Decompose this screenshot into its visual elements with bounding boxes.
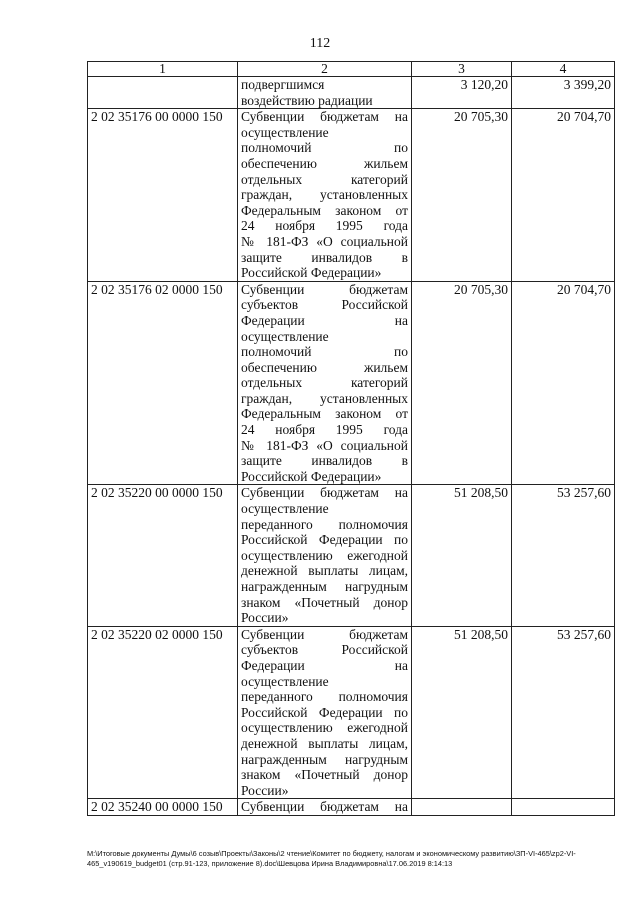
description-line: 24 ноября 1995 года	[241, 218, 408, 234]
description-line: № 181-ФЗ «О социальной	[241, 437, 408, 453]
description-cell	[238, 626, 412, 799]
table-header-row	[88, 62, 615, 77]
amount-column-3: 20 705,30	[412, 281, 512, 485]
description-line: Субвенции бюджетам на	[241, 799, 408, 815]
amount-column-4: 3 399,20	[512, 77, 615, 109]
table-row	[88, 626, 615, 799]
description-line: Российской Федерации по	[241, 532, 408, 548]
description-line: защите инвалидов в	[241, 249, 408, 265]
amount-column-4: 20 704,70	[512, 109, 615, 282]
description-line: награжденным нагрудным	[241, 751, 408, 767]
description-cell	[238, 109, 412, 282]
column-header: 3	[412, 62, 512, 77]
description-line: подвергшимся	[241, 77, 325, 92]
amount-column-4: 20 704,70	[512, 281, 615, 485]
footer-line: М:\Итоговые документы Думы\6 созыв\Проекты\Законы\2 чтение\Комитет по бюджету, налогам и экономическому развитию\ЗП-VI-465\zp2-VI-	[87, 849, 576, 858]
table-row	[88, 281, 615, 485]
description-line: знаком «Почетный донор	[241, 767, 408, 783]
column-header: 2	[238, 62, 412, 77]
table-row	[88, 109, 615, 282]
description-cell	[238, 77, 412, 109]
amount-column-3: 3 120,20	[412, 77, 512, 109]
budget-code-cell	[88, 77, 238, 109]
description-line: Федерации на	[241, 657, 408, 673]
description-cell	[238, 799, 412, 816]
table-row	[88, 77, 615, 109]
budget-code-cell: 2 02 35176 00 0000 150	[88, 109, 238, 282]
description-line: Федеральным законом от	[241, 202, 408, 218]
description-line: обеспечению жильем	[241, 155, 408, 171]
description-line: денежной выплаты лицам,	[241, 563, 408, 579]
page-number: 112	[309, 36, 331, 51]
budget-code-cell: 2 02 35220 00 0000 150	[88, 485, 238, 626]
description-line: знаком «Почетный донор	[241, 594, 408, 610]
description-line: Российской Федерации по	[241, 704, 408, 720]
footer-line: 465_v190619_budget01 (стр.91-123, приложение 8).doc\Шевцова Ирина Владимировна\17.06.2019 8:14:13	[87, 859, 453, 868]
budget-code-cell: 2 02 35176 02 0000 150	[88, 281, 238, 485]
amount-column-4	[512, 799, 615, 816]
description-line: Российской Федерации»	[241, 265, 382, 281]
description-cell	[238, 281, 412, 485]
description-line: Субвенции бюджетам на	[241, 109, 408, 125]
budget-table	[87, 61, 615, 816]
description-line: осуществлению ежегодной	[241, 547, 408, 563]
file-path-footer	[87, 849, 615, 869]
description-line: Субвенции бюджетам на	[241, 485, 408, 501]
description-line: воздействию радиации	[241, 92, 373, 108]
amount-column-3: 51 208,50	[412, 485, 512, 626]
description-line: России»	[241, 782, 289, 798]
description-line: Федерации на	[241, 312, 408, 328]
description-line: полномочий по	[241, 140, 408, 156]
description-line: полномочий по	[241, 344, 408, 360]
amount-column-4: 53 257,60	[512, 626, 615, 799]
amount-column-3: 51 208,50	[412, 626, 512, 799]
description-line: отдельных категорий	[241, 375, 408, 391]
description-line: субъектов Российской	[241, 642, 408, 658]
description-line: граждан, установленных	[241, 187, 408, 203]
amount-column-3: 20 705,30	[412, 109, 512, 282]
column-header: 1	[88, 62, 238, 77]
table-row	[88, 485, 615, 626]
description-line: № 181-ФЗ «О социальной	[241, 233, 408, 249]
table-row	[88, 799, 615, 816]
description-line: отдельных категорий	[241, 171, 408, 187]
amount-column-3	[412, 799, 512, 816]
description-line: осуществление	[241, 124, 329, 140]
description-line: осуществлению ежегодной	[241, 720, 408, 736]
description-line: Российской Федерации»	[241, 468, 382, 484]
description-line: 24 ноября 1995 года	[241, 422, 408, 438]
description-line: граждан, установленных	[241, 390, 408, 406]
description-line: Субвенции бюджетам	[241, 626, 408, 642]
budget-code-cell: 2 02 35220 02 0000 150	[88, 626, 238, 799]
description-line: награжденным нагрудным	[241, 579, 408, 594]
description-line: России»	[241, 610, 289, 626]
column-header: 4	[512, 62, 615, 77]
description-line: денежной выплаты лицам,	[241, 735, 408, 751]
amount-column-4: 53 257,60	[512, 485, 615, 626]
description-line: Федеральным законом от	[241, 406, 408, 422]
description-line: обеспечению жильем	[241, 359, 408, 375]
budget-code-cell: 2 02 35240 00 0000 150	[88, 799, 238, 816]
description-line: субъектов Российской	[241, 297, 408, 313]
description-line: переданного полномочия	[241, 516, 408, 532]
description-line: осуществление	[241, 328, 329, 344]
description-line: осуществление	[241, 673, 329, 689]
description-line: осуществление	[241, 501, 329, 517]
description-cell	[238, 485, 412, 626]
description-line: защите инвалидов в	[241, 453, 408, 469]
description-line: Субвенции бюджетам	[241, 281, 408, 297]
description-line: переданного полномочия	[241, 689, 408, 705]
